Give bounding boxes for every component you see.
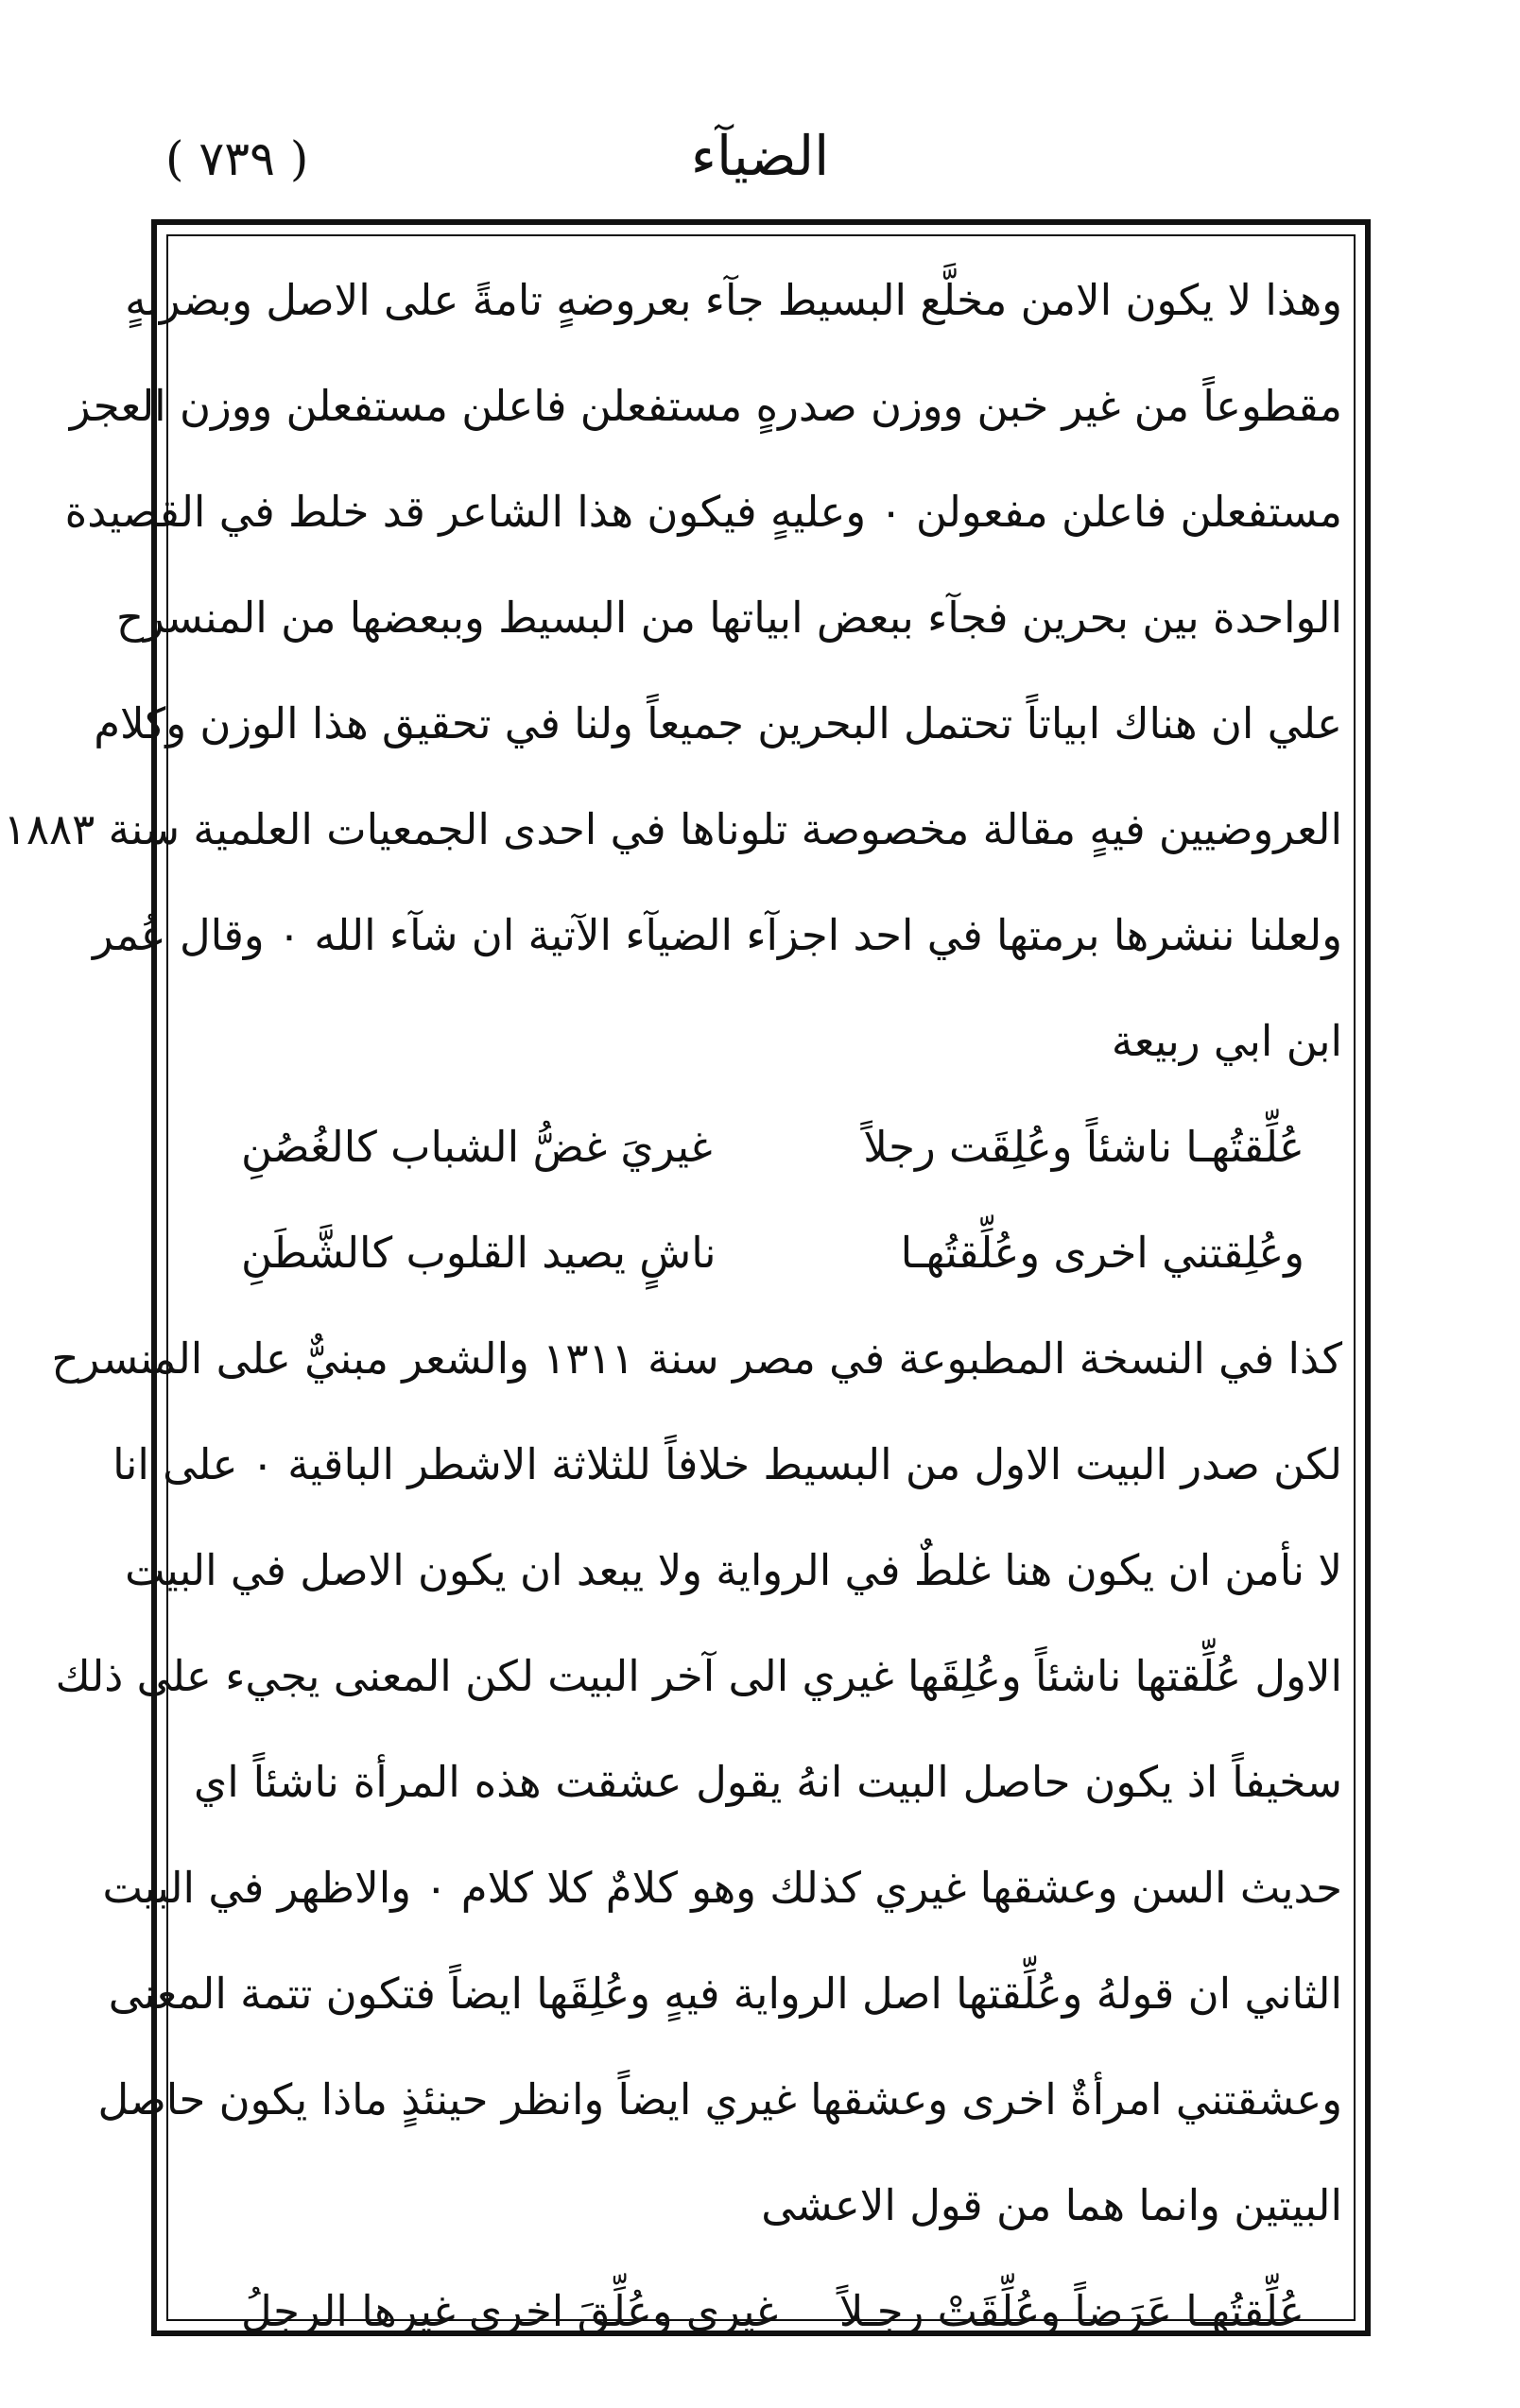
verse-hemistich-second: غيري وعُلِّقَ اخرى غيرها الرجلُ [241, 2286, 779, 2336]
body-text [3, 248, 1342, 2365]
verse-hemistich-first: عُلِّقتُهـا ناشئاً وعُلِقَت رجلاً [863, 1122, 1304, 1172]
prose-line: البيتين وانما هما من قول الاعشى [761, 2180, 1342, 2230]
prose-line: ولعلنا ننشرها برمتها في احد اجزآء الضيآء الآتية ان شآء الله ٠ وقال عُمر [92, 910, 1342, 960]
prose-line: علي ان هناك ابياتاً تحتمل البحرين جميعاً ولنا في تحقيق هذا الوزن وكلام [94, 698, 1342, 748]
prose-line: لكن صدر البيت الاول من البسيط خلافاً للثلاثة الاشطر الباقية ٠ على انا [112, 1439, 1342, 1489]
prose-line: سخيفاً اذ يكون حاصل البيت انهُ يقول عشقت هذه المرأة ناشئاً اي [194, 1757, 1342, 1807]
prose-line: الواحدة بين بحرين فجآء ببعض ابياتها من البسيط وببعضها من المنسرح [115, 593, 1342, 643]
running-title: الضيآء [690, 124, 830, 188]
prose-line: الاول عُلِّقتها ناشئاً وعُلِقَها غيري الى آخر البيت لكن المعنى يجيء على ذلك [55, 1651, 1342, 1701]
verse-line [194, 2259, 1342, 2365]
prose-line: الثاني ان قولهُ وعُلِّقتها اصل الرواية فيهٍ وعُلِقَها ايضاً فتكون تتمة المعنى [108, 1969, 1342, 2019]
page-number: ( ٧٣٩ ) [165, 131, 309, 186]
prose-line: حديث السن وعشقها غيري كذلك وهو كلامٌ كلا كلام ٠ والاظهر في البيت [102, 1863, 1342, 1913]
verse-hemistich-second: غيريَ غضُّ الشباب كالغُصُنِ [241, 1122, 713, 1172]
prose-line: مستفعلن فاعلن مفعولن ٠ وعليهٍ فيكون هذا الشاعر قد خلط في القصيدة [64, 487, 1342, 537]
prose-line: مقطوعاً من غير خبن ووزن صدرهٍ مستفعلن فاعلن مستفعلن ووزن العجز [69, 381, 1342, 431]
verse-line [194, 1200, 1342, 1306]
prose-line: وعشقتني امرأةٌ اخرى وعشقها غيري ايضاً وانظر حينئذٍ ماذا يكون حاصل [97, 2074, 1342, 2124]
prose-line: ابن ابي ربيعة [1111, 1016, 1342, 1066]
verse-hemistich-first: عُلِّقتُهـا عَرَضاً وعُلِّقَتْ رجـلاً [838, 2286, 1304, 2336]
prose-line: كذا في النسخة المطبوعة في مصر سنة ١٣١١ والشعر مبنيٌّ على المنسرح [51, 1333, 1342, 1384]
verse-hemistich-second: ناشٍ يصيد القلوب كالشَّطَنِ [241, 1228, 717, 1278]
prose-line: وهذا لا يكون الامن مخلَّع البسيط جآء بعروضهٍ تامةً على الاصل وبضربهٍ [125, 275, 1342, 325]
prose-line: لا نأمن ان يكون هنا غلطٌ في الرواية ولا يبعد ان يكون الاصل في البيت [125, 1545, 1342, 1595]
verse-line [194, 1094, 1342, 1200]
verse-hemistich-first: وعُلِقتني اخرى وعُلِّقتُهـا [900, 1228, 1304, 1278]
prose-line: العروضيين فيهٍ مقالة مخصوصة تلوناها في احدى الجمعيات العلمية سنة ١٨٨٣ [3, 804, 1342, 854]
